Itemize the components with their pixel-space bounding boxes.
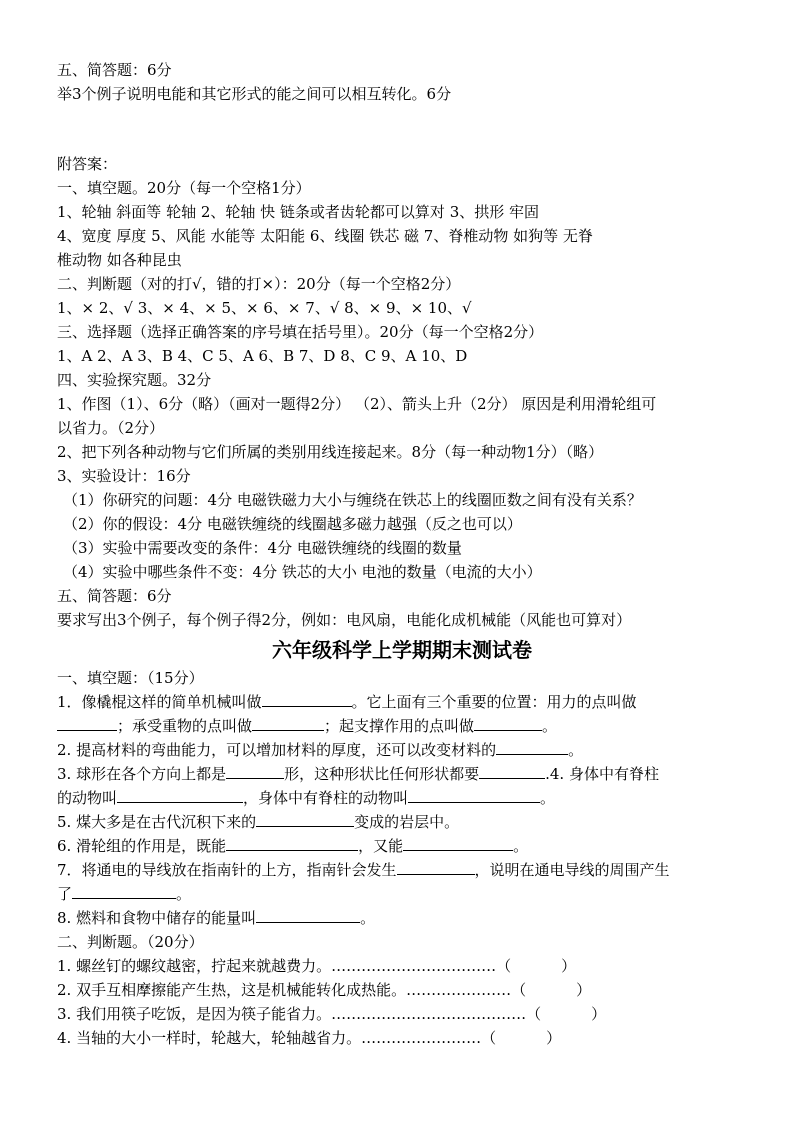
close-paren: ） [576, 981, 592, 999]
section-header: 四、实验探究题。32分 [57, 371, 212, 389]
question-text: ，说明在通电导线的周围产生 [474, 861, 670, 879]
question-text: 。它上面有三个重要的位置：用力的点叫做 [351, 693, 637, 711]
answer-blank[interactable] [117, 786, 243, 803]
question-line [57, 786, 747, 810]
question-text: 形，这种形状比任何形状都要 [284, 765, 480, 783]
question-text: 1. 螺丝钉的螺纹越密，拧起来就越费力。……………………………（ [57, 957, 512, 975]
answer-blank[interactable] [397, 858, 475, 875]
judge-item [57, 1002, 747, 1026]
judge-item [57, 978, 747, 1002]
answers-heading: 附答案： [57, 155, 118, 173]
question-text: 。 [360, 909, 376, 927]
section-header: 二、判断题。（20分） [57, 933, 204, 951]
question-text: 。 [568, 741, 584, 759]
section-header: 一、填空题。20分（每一个空格1分） [57, 179, 311, 197]
question-text: .4. 身体中有脊柱 [545, 765, 659, 783]
answer-blank[interactable] [252, 714, 324, 731]
document-page [57, 58, 747, 1050]
close-paren: ） [561, 957, 577, 975]
answer-blank[interactable] [226, 834, 358, 851]
question-text: 。 [542, 717, 558, 735]
close-paren: ） [591, 1005, 607, 1023]
answer-blank[interactable] [262, 690, 352, 707]
close-paren: ） [546, 1029, 562, 1047]
judge-item [57, 1026, 747, 1050]
question-text: 4. 当轴的大小一样时，轮越大，轮轴越省力。……………………（ [57, 1029, 497, 1047]
answer-line: 1、A 2、A 3、B 4、C 5、A 6、B 7、D 8、C 9、A 10、D [57, 347, 468, 365]
answer-blank[interactable] [57, 714, 117, 731]
question-text: 变成的岩层中。 [354, 813, 460, 831]
answer-line: 以省力。（2分） [57, 419, 165, 437]
question-text: ；起支撑作用的点叫做 [324, 717, 475, 735]
question-text: 。 [540, 789, 556, 807]
question-line [57, 762, 747, 786]
question-text: ，身体中有脊柱的动物叫 [243, 789, 409, 807]
answer-blank[interactable] [479, 762, 545, 779]
question-text: 2. 提高材料的弯曲能力，可以增加材料的厚度，还可以改变材料的 [57, 741, 497, 759]
answer-blank[interactable] [256, 906, 360, 923]
question-line [57, 714, 747, 738]
answer-blank[interactable] [474, 714, 542, 731]
question-text: 3. 我们用筷子吃饭，是因为筷子能省力。…………………………………（ [57, 1005, 542, 1023]
answer-line: 2、把下列各种动物与它们所属的类别用线连接起来。8分（每一种动物1分）（略） [57, 443, 604, 461]
judge-item [57, 954, 747, 978]
section-header: 一、填空题：（15分） [57, 669, 204, 687]
answer-line: 4、宽度 厚度 5、风能 水能等 太阳能 6、线圈 铁芯 磁 7、脊椎动物 如狗等 无脊 [57, 227, 593, 245]
question-line [57, 906, 747, 930]
question-text: 1．像橇棍这样的简单机械叫做 [57, 693, 262, 711]
section-header: 二、判断题（对的打√，错的打×）：20分（每一个空格2分） [57, 275, 461, 293]
answer-blank[interactable] [226, 762, 284, 779]
question-text: 的动物叫 [57, 789, 118, 807]
answer-line: 1、× 2、√ 3、× 4、× 5、× 6、× 7、√ 8、× 9、× 10、√ [57, 299, 472, 317]
answer-blank[interactable] [496, 738, 568, 755]
question-text: 3. 球形在各个方向上都是 [57, 765, 227, 783]
spacer [57, 106, 747, 152]
question-text: 6. 滑轮组的作用是，既能 [57, 837, 227, 855]
answer-line: （1）你研究的问题：4分 电磁铁磁力大小与缠绕在铁芯上的线圈匝数之间有没有关系？ [63, 491, 642, 509]
question-text: 8. 燃料和食物中储存的能量叫 [57, 909, 257, 927]
answer-line: （3）实验中需要改变的条件：4分 电磁铁缠绕的线圈的数量 [63, 539, 462, 557]
test-title: 六年级科学上学期期末测试卷 [272, 638, 532, 662]
section-header: 五、简答题：6分 [57, 61, 172, 79]
answer-line: 3、实验设计：16分 [57, 467, 191, 485]
question-line [57, 882, 747, 906]
question-text: 5. 煤大多是在古代沉积下来的 [57, 813, 257, 831]
question-text: ，又能 [358, 837, 404, 855]
question-line [57, 810, 747, 834]
answer-blank[interactable] [72, 882, 176, 899]
section-header: 三、选择题（选择正确答案的序号填在括号里）。20分（每一个空格2分） [57, 323, 544, 341]
section-header: 五、简答题：6分 [57, 587, 172, 605]
question-text: 了 [57, 885, 73, 903]
question-line [57, 834, 747, 858]
answer-blank[interactable] [408, 786, 540, 803]
answer-line: 1、作图（1）、6分（略）（画对一题得2分） （2）、箭头上升（2分） 原因是利用滑轮组可 [57, 395, 657, 413]
answer-line: 椎动物 如各种昆虫 [57, 251, 182, 269]
question-text: 。 [176, 885, 192, 903]
question-line [57, 690, 747, 714]
answer-blank[interactable] [256, 810, 354, 827]
answer-line: 1、轮轴 斜面等 轮轴 2、轮轴 快 链条或者齿轮都可以算对 3、拱形 牢固 [57, 203, 540, 221]
question-text: 举3个例子说明电能和其它形式的能之间可以相互转化。6分 [57, 85, 452, 103]
question-line [57, 738, 747, 762]
question-text: 2. 双手互相摩擦能产生热，这是机械能转化成热能。…………………（ [57, 981, 527, 999]
answer-line: （2）你的假设：4分 电磁铁缠绕的线圈越多磁力越强（反之也可以） [63, 515, 522, 533]
question-text: 。 [513, 837, 529, 855]
question-text: 7．将通电的导线放在指南针的上方，指南针会发生 [57, 861, 397, 879]
question-text: ；承受重物的点叫做 [117, 717, 253, 735]
answer-blank[interactable] [403, 834, 513, 851]
answer-line: 要求写出3个例子，每个例子得2分，例如：电风扇，电能化成机械能（风能也可算对） [57, 611, 632, 629]
answer-line: （4）实验中哪些条件不变：4分 铁芯的大小 电池的数量（电流的大小） [63, 563, 542, 581]
question-line [57, 858, 747, 882]
